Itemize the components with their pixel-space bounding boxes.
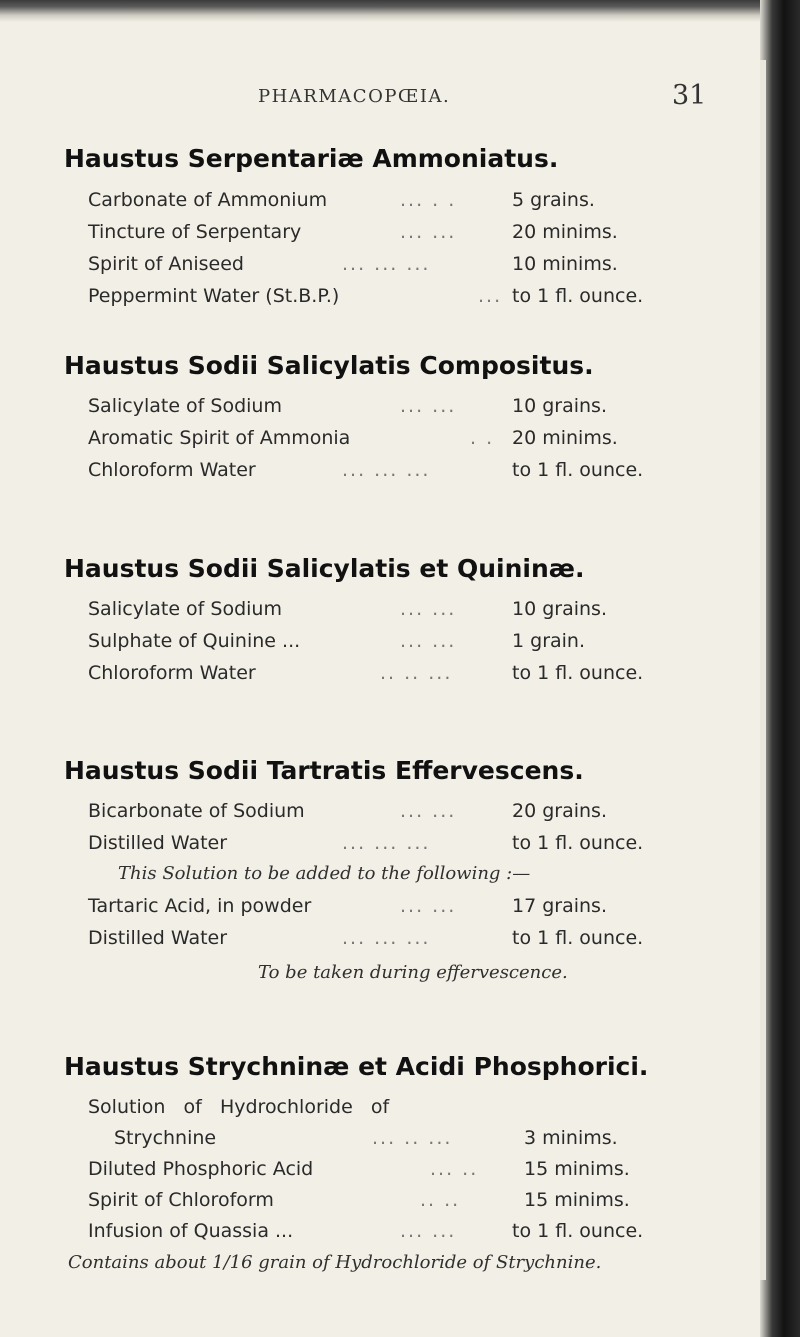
ingredient-quantity: 10 minims. bbox=[512, 253, 618, 275]
ingredient-quantity: to 1 fl. ounce. bbox=[512, 832, 644, 854]
leader-dots: ... .. bbox=[430, 1158, 479, 1180]
ingredient-row bbox=[0, 427, 760, 457]
ingredient-name: Chloroform Water bbox=[88, 662, 256, 684]
instruction-row bbox=[0, 962, 760, 992]
leader-dots: ... ... bbox=[400, 800, 457, 822]
ingredient-quantity: 1 grain. bbox=[512, 630, 586, 652]
ingredient-row bbox=[0, 285, 760, 315]
instruction-note: Contains about 1/16 grain of Hydrochloride of Strychnine. bbox=[68, 1252, 602, 1273]
ingredient-row bbox=[0, 662, 760, 692]
ingredient-quantity: to 1 fl. ounce. bbox=[512, 459, 644, 481]
leader-dots: ... ... bbox=[400, 598, 457, 620]
ingredient-quantity: 17 grains. bbox=[512, 895, 607, 917]
ingredient-row bbox=[0, 1127, 760, 1157]
ingredient-name: Strychnine bbox=[114, 1127, 217, 1149]
ingredient-row bbox=[0, 927, 760, 957]
ingredient-quantity: 5 grains. bbox=[512, 189, 595, 211]
ingredient-name: Sulphate of Quinine ... bbox=[88, 630, 301, 652]
ingredient-quantity: to 1 fl. ounce. bbox=[512, 285, 644, 307]
instruction-note: To be taken during effervescence. bbox=[258, 962, 568, 983]
instruction-row bbox=[0, 1252, 760, 1282]
leader-dots: ... ... bbox=[400, 630, 457, 652]
ingredient-quantity: 20 minims. bbox=[512, 221, 618, 243]
ingredient-name: Distilled Water bbox=[88, 927, 228, 949]
ingredient-row bbox=[0, 800, 760, 830]
ingredient-quantity: 3 minims. bbox=[524, 1127, 618, 1149]
ingredient-name: Tartaric Acid, in powder bbox=[88, 895, 312, 917]
ingredient-row bbox=[0, 221, 760, 251]
ingredient-row bbox=[0, 1220, 760, 1250]
ingredient-quantity: 10 grains. bbox=[512, 598, 607, 620]
ingredient-quantity: to 1 fl. ounce. bbox=[512, 927, 644, 949]
ingredient-name: Spirit of Chloroform bbox=[88, 1189, 274, 1211]
section-heading: Haustus Sodii Salicylatis et Quininæ. bbox=[64, 554, 585, 583]
leader-dots: ... bbox=[478, 285, 503, 307]
instruction-note: This Solution to be added to the following :— bbox=[118, 863, 531, 884]
leader-dots: . . bbox=[470, 427, 495, 449]
leader-dots: .. .. bbox=[420, 1189, 461, 1211]
ingredient-name: Chloroform Water bbox=[88, 459, 256, 481]
ingredient-quantity: 20 minims. bbox=[512, 427, 618, 449]
ingredient-row bbox=[0, 895, 760, 925]
leader-dots: ... ... ... bbox=[342, 927, 431, 949]
ingredient-row bbox=[0, 630, 760, 660]
leader-dots: ... ... ... bbox=[342, 832, 431, 854]
section-heading: Haustus Strychninæ et Acidi Phosphorici. bbox=[64, 1052, 649, 1081]
ingredient-quantity: 20 grains. bbox=[512, 800, 607, 822]
ingredient-name: Spirit of Aniseed bbox=[88, 253, 244, 275]
running-title: PHARMACOPŒIA. bbox=[258, 86, 451, 107]
ingredient-row bbox=[0, 598, 760, 628]
ingredient-row bbox=[0, 189, 760, 219]
ingredient-name: Diluted Phosphoric Acid bbox=[88, 1158, 314, 1180]
leader-dots: ... .. ... bbox=[372, 1127, 453, 1149]
leader-dots: ... ... ... bbox=[342, 459, 431, 481]
page-top-shadow bbox=[0, 0, 800, 22]
page-binding-edge bbox=[760, 0, 800, 1337]
ingredient-row bbox=[0, 459, 760, 489]
instruction-row bbox=[0, 863, 760, 893]
leader-dots: ... ... bbox=[400, 1220, 457, 1242]
leader-dots: .. .. ... bbox=[380, 662, 453, 684]
leader-dots: ... ... bbox=[400, 895, 457, 917]
ingredient-row bbox=[0, 1158, 760, 1188]
leader-dots: ... ... bbox=[400, 395, 457, 417]
section-heading: Haustus Serpentariæ Ammoniatus. bbox=[64, 144, 559, 173]
ingredient-name: Infusion of Quassia ... bbox=[88, 1220, 294, 1242]
leader-dots: ... ... ... bbox=[342, 253, 431, 275]
ingredient-name: Salicylate of Sodium bbox=[88, 395, 282, 417]
ingredient-name: Bicarbonate of Sodium bbox=[88, 800, 305, 822]
ingredient-quantity: to 1 fl. ounce. bbox=[512, 1220, 644, 1242]
ingredient-name: Solution of Hydrochloride of bbox=[88, 1096, 390, 1118]
ingredient-name: Aromatic Spirit of Ammonia bbox=[88, 427, 351, 449]
page-number: 31 bbox=[672, 80, 707, 111]
ingredient-row bbox=[0, 832, 760, 862]
ingredient-name: Peppermint Water (St.B.P.) bbox=[88, 285, 340, 307]
ingredient-name: Tincture of Serpentary bbox=[88, 221, 302, 243]
ingredient-quantity: 15 minims. bbox=[524, 1158, 630, 1180]
ingredient-row bbox=[0, 1189, 760, 1219]
ingredient-row bbox=[0, 253, 760, 283]
leader-dots: ... ... bbox=[400, 221, 457, 243]
ingredient-name: Distilled Water bbox=[88, 832, 228, 854]
ingredient-quantity: 10 grains. bbox=[512, 395, 607, 417]
ingredient-row bbox=[0, 1096, 760, 1126]
ingredient-name: Carbonate of Ammonium bbox=[88, 189, 328, 211]
ingredient-name: Salicylate of Sodium bbox=[88, 598, 282, 620]
running-head bbox=[0, 80, 760, 116]
ingredient-quantity: to 1 fl. ounce. bbox=[512, 662, 644, 684]
ingredient-row bbox=[0, 395, 760, 425]
leader-dots: ... . . bbox=[400, 189, 457, 211]
ingredient-quantity: 15 minims. bbox=[524, 1189, 630, 1211]
section-heading: Haustus Sodii Salicylatis Compositus. bbox=[64, 351, 594, 380]
section-heading: Haustus Sodii Tartratis Effervescens. bbox=[64, 756, 584, 785]
